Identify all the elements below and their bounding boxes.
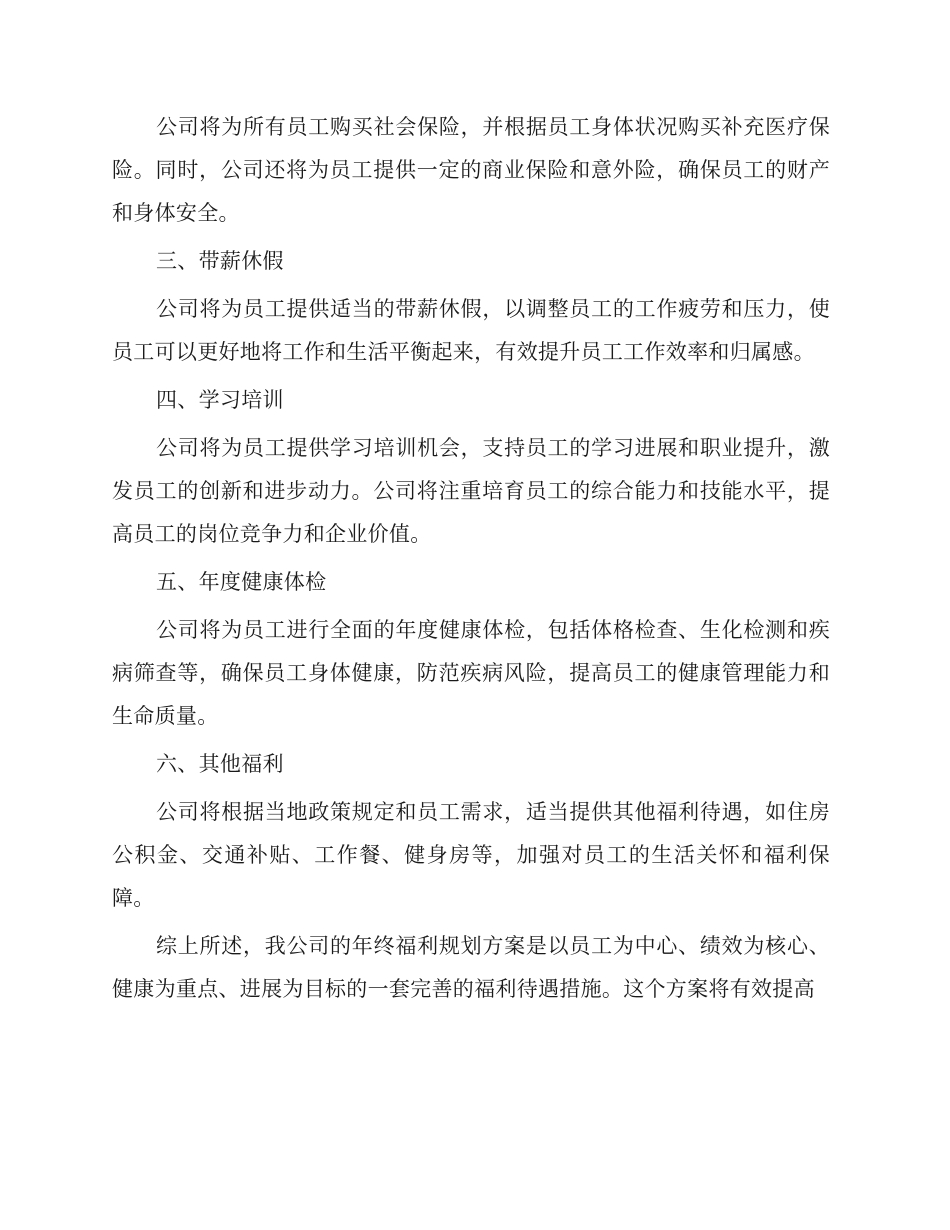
section-heading-health-check: 五、年度健康体检 <box>156 570 327 594</box>
section-heading-paid-leave: 三、带薪休假 <box>156 249 284 273</box>
paragraph-other-benefits: 公司将根据当地政策规定和员工需求，适当提供其他福利待遇，如住房公积金、交通补贴、工作餐、健身房等，加强对员工的生活关怀和福利保障。 <box>112 800 830 910</box>
paragraph-health-check: 公司将为员工进行全面的年度健康体检，包括体格检查、生化检测和疾病筛查等，确保员工身体健康，防范疾病风险，提高员工的健康管理能力和生命质量。 <box>112 618 830 728</box>
paragraph-social-insurance: 公司将为所有员工购买社会保险，并根据员工身体状况购买补充医疗保险。同时，公司还将为员工提供一定的商业保险和意外险，确保员工的财产和身体安全。 <box>112 115 830 225</box>
section-heading-training: 四、学习培训 <box>156 388 284 412</box>
paragraph-paid-leave: 公司将为员工提供适当的带薪休假，以调整员工的工作疲劳和压力，使员工可以更好地将工作和生活平衡起来，有效提升员工工作效率和归属感。 <box>112 297 830 364</box>
document-body <box>112 106 830 1016</box>
section-heading-other-benefits: 六、其他福利 <box>156 752 284 776</box>
paragraph-training: 公司将为员工提供学习培训机会，支持员工的学习进展和职业提升，激发员工的创新和进步动力。公司将注重培育员工的综合能力和技能水平，提高员工的岗位竞争力和企业价值。 <box>112 436 830 546</box>
paragraph-summary: 综上所述，我公司的年终福利规划方案是以员工为中心、绩效为核心、健康为重点、进展为目标的一套完善的福利待遇措施。这个方案将有效提高 <box>112 934 830 1001</box>
